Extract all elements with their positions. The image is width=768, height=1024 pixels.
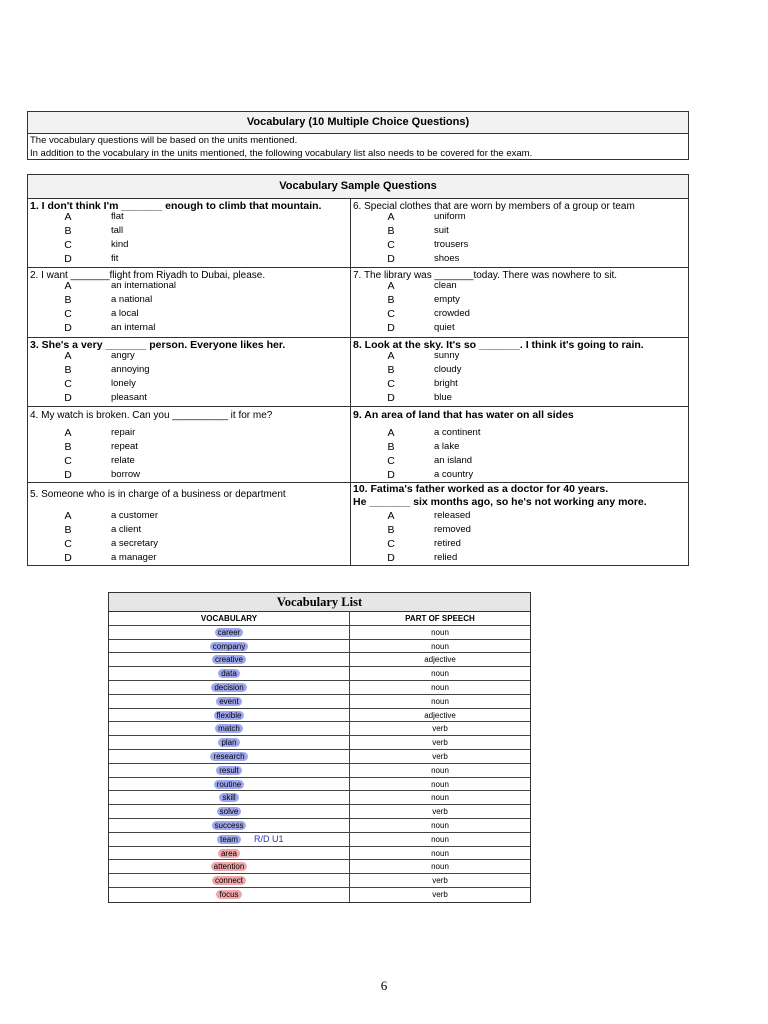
option-letter: C xyxy=(64,538,72,550)
vocabulary-list-table xyxy=(108,592,531,903)
answer-option xyxy=(28,307,350,321)
option-text: lonely xyxy=(111,378,136,389)
option-letter: C xyxy=(387,538,395,550)
answer-option xyxy=(28,238,350,252)
option-letter: C xyxy=(64,239,72,251)
question-cell xyxy=(351,407,688,483)
option-text: trousers xyxy=(434,239,469,250)
part-of-speech-cell: verb xyxy=(432,738,448,748)
table-row xyxy=(109,681,530,695)
answer-option xyxy=(351,252,688,266)
option-letter: D xyxy=(64,469,72,481)
exam-info-title: Vocabulary (10 Multiple Choice Questions) xyxy=(28,112,688,134)
option-text: flat xyxy=(111,211,124,222)
part-of-speech-cell: noun xyxy=(431,848,449,858)
part-of-speech-cell: verb xyxy=(432,807,448,817)
table-row xyxy=(109,805,530,819)
part-of-speech-cell: verb xyxy=(432,876,448,886)
option-letter: B xyxy=(64,441,72,453)
answer-option xyxy=(28,509,350,523)
option-letter: D xyxy=(64,253,72,265)
option-letter: A xyxy=(387,211,395,223)
answer-option xyxy=(28,321,350,335)
column-header-part-of-speech: PART OF SPEECH xyxy=(405,614,475,623)
exam-info-line: In addition to the vocabulary in the units mentioned, the following vocabulary list also needs to be covered for the exam. xyxy=(30,148,533,159)
vocabulary-word: team xyxy=(217,835,241,844)
vocabulary-word: result xyxy=(216,766,242,775)
table-row xyxy=(109,653,530,667)
part-of-speech-cell: noun xyxy=(431,765,449,775)
part-of-speech-cell: noun xyxy=(431,641,449,651)
table-row xyxy=(109,667,530,681)
vocabulary-word-cell xyxy=(109,750,350,763)
vocabulary-word-cell xyxy=(109,653,350,666)
vocabulary-word: match xyxy=(215,724,243,733)
vocabulary-word-cell xyxy=(109,805,350,818)
answer-option xyxy=(28,252,350,266)
vocabulary-word-cell xyxy=(109,626,350,639)
option-text: sunny xyxy=(434,350,460,361)
question-text: 10. Fatima's father worked as a doctor for 40 years. xyxy=(353,483,609,495)
option-text: angry xyxy=(111,350,135,361)
answer-option xyxy=(351,349,688,363)
question-cell xyxy=(28,407,351,483)
question-cell xyxy=(351,483,688,566)
vocabulary-word: solve xyxy=(217,807,242,816)
answer-option xyxy=(351,454,688,468)
option-text: a customer xyxy=(111,510,158,521)
vocabulary-word-cell xyxy=(109,819,350,832)
option-text: tall xyxy=(111,225,124,236)
option-letter: D xyxy=(387,469,395,481)
answer-option xyxy=(351,210,688,224)
vocabulary-word-cell xyxy=(109,847,350,860)
handwritten-note: R/D U1 xyxy=(254,833,284,844)
option-text: blue xyxy=(434,392,452,403)
answer-option xyxy=(28,391,350,405)
table-row xyxy=(109,750,530,764)
question-text: 6. Special clothes that are worn by members of a group or team xyxy=(353,201,635,212)
option-letter: A xyxy=(64,510,72,522)
answer-option xyxy=(28,279,350,293)
option-letter: C xyxy=(387,378,395,390)
table-row xyxy=(109,695,530,709)
answer-option xyxy=(28,349,350,363)
vocabulary-word: plan xyxy=(218,738,239,747)
option-letter: D xyxy=(64,392,72,404)
question-cell xyxy=(28,268,351,338)
option-letter: B xyxy=(64,364,72,376)
exam-info-line: The vocabulary questions will be based on the units mentioned. xyxy=(30,135,298,146)
option-letter: D xyxy=(64,552,72,564)
answer-option xyxy=(28,224,350,238)
answer-option xyxy=(351,293,688,307)
option-text: annoying xyxy=(111,364,150,375)
answer-option xyxy=(28,537,350,551)
table-row xyxy=(109,778,530,792)
option-text: quiet xyxy=(434,322,455,333)
option-letter: D xyxy=(64,322,72,334)
vocabulary-word-cell xyxy=(109,736,350,749)
table-row xyxy=(109,640,530,654)
answer-option xyxy=(28,454,350,468)
answer-option xyxy=(351,426,688,440)
table-row xyxy=(109,860,530,874)
option-text: relied xyxy=(434,552,458,563)
vocabulary-word-cell xyxy=(109,860,350,873)
part-of-speech-cell: noun xyxy=(431,682,449,692)
option-letter: A xyxy=(387,350,395,362)
option-letter: C xyxy=(64,308,72,320)
vocabulary-word: connect xyxy=(212,876,246,885)
question-text: 1. I don't think I'm _______ enough to climb that mountain. xyxy=(30,200,322,212)
option-letter: B xyxy=(64,524,72,536)
vocabulary-word: event xyxy=(216,697,242,706)
vocabulary-word-cell xyxy=(109,874,350,887)
vocabulary-word: skill xyxy=(219,793,238,802)
question-cell xyxy=(351,199,688,268)
vocabulary-word-cell xyxy=(109,681,350,694)
answer-options xyxy=(28,210,350,266)
vocabulary-word: flexible xyxy=(214,711,245,720)
option-text: removed xyxy=(434,524,471,535)
answer-option xyxy=(351,537,688,551)
vocabulary-word: decision xyxy=(211,683,246,692)
vocabulary-word: research xyxy=(210,752,247,761)
answer-options xyxy=(351,426,688,482)
question-text: 8. Look at the sky. It's so _______. I think it's going to rain. xyxy=(353,339,644,351)
question-cell xyxy=(351,338,688,407)
answer-option xyxy=(28,523,350,537)
option-letter: A xyxy=(64,280,72,292)
questions-grid xyxy=(28,199,688,566)
option-letter: D xyxy=(387,253,395,265)
option-text: an internal xyxy=(111,322,156,333)
option-letter: B xyxy=(387,294,395,306)
part-of-speech-cell: noun xyxy=(431,696,449,706)
vocabulary-word-cell xyxy=(109,722,350,735)
option-letter: B xyxy=(387,225,395,237)
option-letter: B xyxy=(64,225,72,237)
part-of-speech-cell: verb xyxy=(432,751,448,761)
option-letter: B xyxy=(387,441,395,453)
page-number: 6 xyxy=(380,978,388,993)
option-text: empty xyxy=(434,294,460,305)
column-header-vocabulary: VOCABULARY xyxy=(109,612,350,625)
vocabulary-word-cell xyxy=(109,695,350,708)
option-letter: B xyxy=(64,294,72,306)
option-text: clean xyxy=(434,280,457,291)
vocabulary-word-cell xyxy=(109,791,350,804)
part-of-speech-cell: adjective xyxy=(424,655,456,665)
question-text: 9. An area of land that has water on all sides xyxy=(353,409,574,421)
option-text: a local xyxy=(111,308,139,319)
answer-options xyxy=(351,279,688,335)
vocabulary-word-cell xyxy=(109,709,350,722)
part-of-speech-cell: noun xyxy=(431,834,449,844)
part-of-speech-cell: adjective xyxy=(424,710,456,720)
part-of-speech-cell: noun xyxy=(431,669,449,679)
option-letter: B xyxy=(387,364,395,376)
option-text: pleasant xyxy=(111,392,147,403)
answer-option xyxy=(351,523,688,537)
part-of-speech-cell: noun xyxy=(431,793,449,803)
answer-options xyxy=(351,210,688,266)
vocabulary-word-cell xyxy=(109,778,350,791)
answer-option xyxy=(28,293,350,307)
option-text: an international xyxy=(111,280,176,291)
option-text: a manager xyxy=(111,552,157,563)
option-text: a secretary xyxy=(111,538,158,549)
vocabulary-word: data xyxy=(218,669,240,678)
vocabulary-word: company xyxy=(210,642,248,651)
table-row xyxy=(109,791,530,805)
answer-option xyxy=(351,363,688,377)
table-row xyxy=(109,888,530,902)
table-row xyxy=(109,819,530,833)
vocabulary-word: creative xyxy=(212,655,246,664)
option-text: a national xyxy=(111,294,153,305)
option-text: an island xyxy=(434,455,473,466)
vocabulary-word-cell xyxy=(109,640,350,653)
vocabulary-word-cell xyxy=(109,833,350,846)
option-text: crowded xyxy=(434,308,470,319)
option-letter: C xyxy=(387,455,395,467)
answer-option xyxy=(351,224,688,238)
option-letter: D xyxy=(387,322,395,334)
option-text: cloudy xyxy=(434,364,462,375)
answer-option xyxy=(351,377,688,391)
answer-options xyxy=(28,279,350,335)
answer-option xyxy=(351,509,688,523)
answer-option xyxy=(351,279,688,293)
vocabulary-word: routine xyxy=(214,780,244,789)
sample-questions-box xyxy=(27,174,689,566)
answer-option xyxy=(351,307,688,321)
option-letter: A xyxy=(387,280,395,292)
table-row xyxy=(109,874,530,888)
option-text: repeat xyxy=(111,441,138,452)
option-letter: C xyxy=(64,455,72,467)
answer-option xyxy=(28,440,350,454)
option-text: a client xyxy=(111,524,142,535)
vocabulary-word: area xyxy=(218,849,240,858)
question-cell xyxy=(28,483,351,566)
question-text: 5. Someone who is in charge of a business or department xyxy=(30,489,286,500)
option-text: bright xyxy=(434,378,458,389)
table-row xyxy=(109,709,530,723)
option-text: a country xyxy=(434,469,474,480)
option-letter: B xyxy=(387,524,395,536)
vocabulary-word: focus xyxy=(216,890,241,899)
answer-options xyxy=(28,349,350,405)
vocabulary-word: success xyxy=(212,821,247,830)
exam-info-box xyxy=(27,111,689,160)
answer-option xyxy=(351,551,688,565)
question-text: 7. The library was _______today. There was nowhere to sit. xyxy=(353,270,618,281)
vocabulary-header-row xyxy=(109,612,530,626)
option-letter: D xyxy=(387,392,395,404)
table-row xyxy=(109,722,530,736)
question-cell xyxy=(351,268,688,338)
answer-options xyxy=(351,349,688,405)
option-text: relate xyxy=(111,455,135,466)
answer-option xyxy=(351,238,688,252)
table-row xyxy=(109,764,530,778)
option-letter: D xyxy=(387,552,395,564)
answer-options xyxy=(28,426,350,482)
answer-option xyxy=(28,363,350,377)
vocabulary-word: career xyxy=(215,628,244,637)
option-letter: A xyxy=(387,510,395,522)
answer-options xyxy=(28,509,350,565)
table-row xyxy=(109,847,530,861)
question-text: 3. She's a very _______ person. Everyone likes her. xyxy=(30,339,286,351)
answer-option xyxy=(28,210,350,224)
part-of-speech-cell: verb xyxy=(432,889,448,899)
question-text: 4. My watch is broken. Can you __________ it for me? xyxy=(30,410,273,421)
option-text: fit xyxy=(111,253,119,264)
option-text: released xyxy=(434,510,471,521)
option-letter: A xyxy=(64,427,72,439)
part-of-speech-cell: noun xyxy=(431,779,449,789)
answer-options xyxy=(351,509,688,565)
option-text: suit xyxy=(434,225,449,236)
option-letter: C xyxy=(387,308,395,320)
vocabulary-word: attention xyxy=(211,862,248,871)
option-letter: A xyxy=(387,427,395,439)
option-text: retired xyxy=(434,538,461,549)
answer-option xyxy=(351,468,688,482)
option-text: borrow xyxy=(111,469,141,480)
answer-option xyxy=(351,440,688,454)
option-text: uniform xyxy=(434,211,466,222)
vocabulary-rows xyxy=(109,626,530,902)
answer-option xyxy=(28,551,350,565)
part-of-speech-cell: verb xyxy=(432,724,448,734)
part-of-speech-cell: noun xyxy=(431,627,449,637)
vocabulary-word-cell xyxy=(109,888,350,902)
option-text: a continent xyxy=(434,427,481,438)
part-of-speech-cell: noun xyxy=(431,862,449,872)
option-text: shoes xyxy=(434,253,460,264)
answer-option xyxy=(351,391,688,405)
answer-option xyxy=(28,468,350,482)
table-row xyxy=(109,833,530,847)
option-letter: A xyxy=(64,211,72,223)
part-of-speech-cell: noun xyxy=(431,820,449,830)
option-text: repair xyxy=(111,427,136,438)
vocabulary-list-title: Vocabulary List xyxy=(109,593,530,612)
question-cell xyxy=(28,199,351,268)
question-text: 2. I want _______flight from Riyadh to Dubai, please. xyxy=(30,270,266,281)
table-row xyxy=(109,626,530,640)
table-row xyxy=(109,736,530,750)
option-text: kind xyxy=(111,239,129,250)
question-cell xyxy=(28,338,351,407)
sample-questions-title: Vocabulary Sample Questions xyxy=(28,175,688,199)
answer-option xyxy=(351,321,688,335)
answer-option xyxy=(28,426,350,440)
option-letter: C xyxy=(64,378,72,390)
option-letter: A xyxy=(64,350,72,362)
vocabulary-word-cell xyxy=(109,667,350,680)
option-letter: C xyxy=(387,239,395,251)
vocabulary-word-cell xyxy=(109,764,350,777)
option-text: a lake xyxy=(434,441,460,452)
question-text-line2: He _______ six months ago, so he's not working any more. xyxy=(353,496,647,508)
answer-option xyxy=(28,377,350,391)
